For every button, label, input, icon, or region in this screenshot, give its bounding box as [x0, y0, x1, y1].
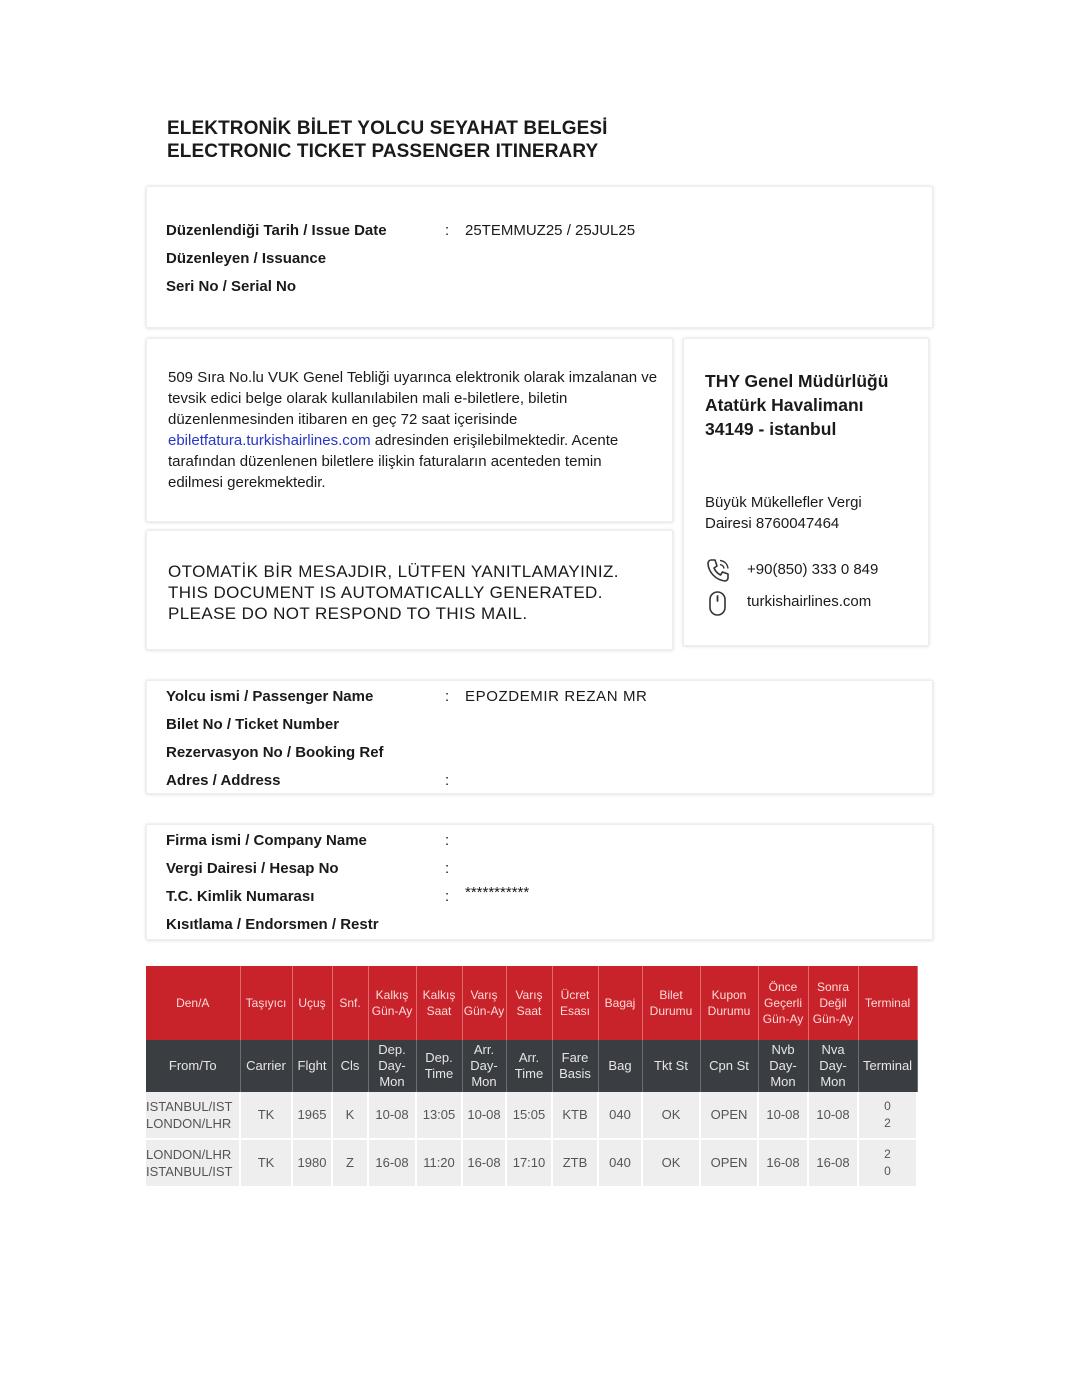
thy-address-line-1: THY Genel Müdürlüğü — [705, 371, 889, 391]
auto-message-card — [146, 530, 673, 650]
header-cell: Dep. Day-Mon — [368, 1040, 416, 1092]
header-cell: Dep. Time — [416, 1040, 462, 1092]
header-cell: Uçuş — [292, 966, 332, 1040]
dep-time-cell: 13:05 — [416, 1092, 462, 1139]
dep-day-cell: 16-08 — [368, 1139, 416, 1187]
notice-text-after: adresinden erişilebilmektedir. Acente tarafından düzenlenen biletlere ilişkin faturaların acenteden temin edilmesi gerekmektedir. — [168, 432, 619, 491]
passenger-name-value: EPOZDEMIR REZAN MR — [465, 688, 648, 705]
notice-text-before: 509 Sıra No.lu VUK Genel Tebliği uyarınca elektronik olarak imzalanan ve tevsik edici belge olarak kullanılabilen mali e-biletlere, biletin düzenlenmesinden itibaren en geç 72 saat içerisinde — [168, 369, 658, 428]
header-cell: Bagaj — [598, 966, 642, 1040]
thy-address-line-3: 34149 - istanbul — [705, 419, 837, 439]
terminal-dep: 0 — [884, 1099, 891, 1113]
bag-cell: 040 — [598, 1092, 642, 1139]
title-english: ELECTRONIC TICKET PASSENGER ITINERARY — [167, 141, 599, 162]
issue-date-label: Düzenlendiği Tarih / Issue Date — [166, 222, 387, 239]
address-label: Adres / Address — [166, 772, 281, 789]
serial-row — [147, 278, 932, 296]
header-cell: Snf. — [332, 966, 368, 1040]
carrier-cell: TK — [240, 1092, 292, 1139]
arr-day-cell: 10-08 — [462, 1092, 506, 1139]
ticket-number-row — [147, 716, 932, 734]
ticket-status-cell: OK — [642, 1139, 700, 1187]
ticket-status-cell: OK — [642, 1092, 700, 1139]
thy-address — [705, 369, 888, 441]
endorsement-label: Kısıtlama / Endorsmen / Restr — [166, 916, 379, 933]
header-cell: Varış Gün-Ay — [462, 966, 506, 1040]
coupon-status-cell: OPEN — [700, 1139, 758, 1187]
tc-id-label: T.C. Kimlik Numarası — [166, 888, 315, 905]
booking-ref-label: Rezervasyon No / Booking Ref — [166, 744, 384, 761]
header-cell: Bilet Durumu — [642, 966, 700, 1040]
passenger-info-card — [146, 680, 933, 794]
title-turkish: ELEKTRONİK BİLET YOLCU SEYAHAT BELGESİ — [167, 118, 608, 139]
header-cell: Flght — [292, 1040, 332, 1092]
terminal-cell — [858, 1139, 917, 1187]
header-cell: Arr. Time — [506, 1040, 552, 1092]
passenger-name-label: Yolcu ismi / Passenger Name — [166, 688, 374, 705]
arr-day-cell: 16-08 — [462, 1139, 506, 1187]
header-cell: Nvb Day-Mon — [758, 1040, 808, 1092]
issuance-row — [147, 250, 932, 268]
auto-message-line-2: THIS DOCUMENT IS AUTOMATICALLY GENERATED. — [168, 583, 603, 602]
flight-segments-table — [146, 966, 918, 1188]
header-cell: From/To — [146, 1040, 240, 1092]
header-cell: Cpn St — [700, 1040, 758, 1092]
header-cell: Kupon Durumu — [700, 966, 758, 1040]
header-cell: Cls — [332, 1040, 368, 1092]
terminal-arr: 0 — [884, 1164, 891, 1178]
header-cell: Taşıyıcı — [240, 966, 292, 1040]
thy-contact-card — [683, 338, 929, 646]
header-cell: Kalkış Gün-Ay — [368, 966, 416, 1040]
colon: : — [445, 688, 450, 705]
issuance-label: Düzenleyen / Issuance — [166, 250, 327, 267]
phone-icon — [705, 557, 731, 583]
company-name-row — [147, 832, 932, 850]
fare-basis-cell: KTB — [552, 1092, 598, 1139]
colon: : — [445, 860, 450, 877]
nva-cell: 10-08 — [808, 1092, 858, 1139]
class-cell: Z — [332, 1139, 368, 1187]
ticket-number-label: Bilet No / Ticket Number — [166, 716, 340, 733]
thy-tax-office — [705, 492, 862, 534]
address-row — [147, 772, 932, 790]
colon: : — [445, 832, 450, 849]
header-cell: Varış Saat — [506, 966, 552, 1040]
tax-office-label: Vergi Dairesi / Hesap No — [166, 860, 339, 877]
document-title — [167, 117, 608, 163]
header-cell: Terminal — [858, 966, 917, 1040]
tc-id-row — [147, 884, 932, 906]
tax-office-row — [147, 860, 932, 878]
company-info-card — [146, 824, 933, 940]
colon: : — [445, 222, 450, 239]
tax-line-1: Büyük Mükellefler Vergi — [705, 494, 862, 511]
table-header-english — [146, 1040, 917, 1092]
booking-ref-row — [147, 744, 932, 762]
nvb-cell: 16-08 — [758, 1139, 808, 1187]
issue-date-row — [147, 222, 932, 240]
route-from: LONDON/LHR — [146, 1147, 232, 1162]
nvb-cell: 10-08 — [758, 1092, 808, 1139]
mouse-icon — [705, 587, 731, 619]
route-cell — [146, 1092, 240, 1139]
terminal-cell — [858, 1092, 917, 1139]
flight-cell: 1965 — [292, 1092, 332, 1139]
tax-line-2: Dairesi 8760047464 — [705, 515, 840, 532]
header-cell: Fare Basis — [552, 1040, 598, 1092]
einvoice-link[interactable]: ebiletfatura.turkishairlines.com — [168, 432, 371, 449]
header-cell: Den/A — [146, 966, 240, 1040]
fare-basis-cell: ZTB — [552, 1139, 598, 1187]
table-row — [146, 1092, 917, 1139]
table-row — [146, 1139, 917, 1187]
header-cell: Kalkış Saat — [416, 966, 462, 1040]
endorsement-row — [147, 916, 932, 934]
nva-cell: 16-08 — [808, 1139, 858, 1187]
thy-address-line-2: Atatürk Havalimanı — [705, 395, 864, 415]
issue-date-value: 25TEMMUZ25 / 25JUL25 — [465, 222, 636, 239]
tc-id-value: *********** — [465, 884, 530, 901]
auto-message-line-3: PLEASE DO NOT RESPOND TO THIS MAIL. — [168, 604, 528, 623]
header-cell: Sonra Değil Gün-Ay — [808, 966, 858, 1040]
route-from: ISTANBUL/IST — [146, 1099, 233, 1114]
colon: : — [445, 772, 450, 789]
passenger-name-row — [147, 688, 932, 706]
company-name-label: Firma ismi / Company Name — [166, 832, 367, 849]
bag-cell: 040 — [598, 1139, 642, 1187]
header-cell: Carrier — [240, 1040, 292, 1092]
issue-info-card — [146, 186, 933, 328]
terminal-arr: 2 — [884, 1116, 891, 1130]
coupon-status-cell: OPEN — [700, 1092, 758, 1139]
header-cell: Arr. Day-Mon — [462, 1040, 506, 1092]
route-to: ISTANBUL/IST — [146, 1164, 233, 1179]
arr-time-cell: 17:10 — [506, 1139, 552, 1187]
header-cell: Ücret Esası — [552, 966, 598, 1040]
flight-cell: 1980 — [292, 1139, 332, 1187]
dep-time-cell: 11:20 — [416, 1139, 462, 1187]
class-cell: K — [332, 1092, 368, 1139]
carrier-cell: TK — [240, 1139, 292, 1187]
auto-message-text — [168, 561, 619, 624]
dep-day-cell: 10-08 — [368, 1092, 416, 1139]
colon: : — [445, 888, 450, 905]
header-cell: Tkt St — [642, 1040, 700, 1092]
route-to: LONDON/LHR — [146, 1116, 232, 1131]
route-cell — [146, 1139, 240, 1187]
terminal-dep: 2 — [884, 1147, 891, 1161]
e-invoice-notice-card — [146, 338, 673, 522]
table-header-turkish — [146, 966, 917, 1040]
e-invoice-notice-text — [168, 367, 658, 493]
header-cell: Nva Day-Mon — [808, 1040, 858, 1092]
header-cell: Önce Geçerli Gün-Ay — [758, 966, 808, 1040]
phone-number[interactable]: +90(850) 333 0 849 — [747, 561, 879, 578]
serial-label: Seri No / Serial No — [166, 278, 297, 295]
website-link[interactable]: turkishairlines.com — [747, 593, 872, 610]
header-cell: Terminal — [858, 1040, 917, 1092]
arr-time-cell: 15:05 — [506, 1092, 552, 1139]
auto-message-line-1: OTOMATİK BİR MESAJDIR, LÜTFEN YANITLAMAYINIZ. — [168, 562, 619, 581]
header-cell: Bag — [598, 1040, 642, 1092]
